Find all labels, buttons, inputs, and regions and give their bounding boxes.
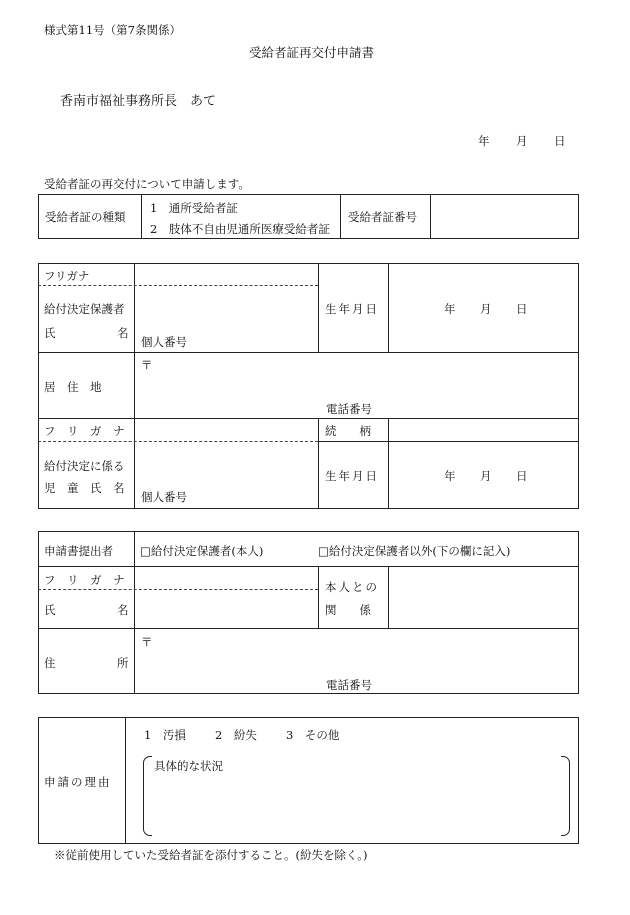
reason-option-lost[interactable]: 2 紛失 bbox=[215, 728, 257, 742]
addressee: 香南市福祉事務所長 あて bbox=[60, 94, 217, 109]
guardian-name-label-2a: 氏 bbox=[44, 326, 56, 340]
sub-divider-label bbox=[134, 531, 135, 694]
reason-label: 申請の理由 bbox=[44, 775, 112, 789]
sub-line-1 bbox=[38, 566, 579, 567]
submitter-phone-label: 電話番号 bbox=[326, 678, 372, 692]
child-dob-year: 年 bbox=[444, 469, 456, 483]
intro-text: 受給者証の再交付について申請します。 bbox=[44, 177, 250, 191]
submitter-address-label-a: 住 bbox=[44, 656, 56, 670]
guardian-address-label: 居 住 地 bbox=[44, 380, 102, 394]
date-year-label: 年 bbox=[478, 134, 490, 148]
submitter-name-label-b: 名 bbox=[117, 603, 129, 617]
sub-divider-rel-2 bbox=[388, 566, 389, 628]
cert-number-label: 受給者証番号 bbox=[348, 210, 417, 224]
guardian-dob-month: 月 bbox=[480, 302, 492, 316]
child-dob-month: 月 bbox=[480, 469, 492, 483]
cert-option-2: 2 肢体不自由児通所医療受給者証 bbox=[150, 222, 330, 236]
gc-line-3 bbox=[318, 441, 579, 442]
guardian-dob-label: 生年月日 bbox=[325, 302, 379, 316]
reason-detail-label: 具体的な状況 bbox=[154, 759, 223, 773]
guardian-name-label-2b: 名 bbox=[117, 326, 129, 340]
gc-divider-dob-2 bbox=[388, 263, 389, 352]
guardian-phone-label: 電話番号 bbox=[326, 402, 372, 416]
cert-divider-2 bbox=[340, 194, 341, 239]
submitter-relation-label-2: 関 係 bbox=[325, 603, 371, 617]
cert-type-label: 受給者証の種類 bbox=[45, 210, 126, 224]
child-name-label-1: 給付決定に係る bbox=[44, 459, 125, 473]
gc-divider-dob-1 bbox=[318, 263, 319, 352]
reason-bracket-right bbox=[561, 756, 570, 836]
gc-divider-dob-3 bbox=[318, 418, 319, 509]
gc-dashed-1 bbox=[38, 285, 318, 286]
sub-line-2 bbox=[38, 628, 579, 629]
date-month-label: 月 bbox=[516, 134, 528, 148]
child-furigana-label: フ リ ガ ナ bbox=[44, 424, 125, 438]
form-title: 受給者証再交付申請書 bbox=[249, 45, 375, 60]
submitter-furigana-label: フ リ ガ ナ bbox=[44, 573, 125, 587]
child-name-label-2: 児 童 氏 名 bbox=[44, 481, 125, 495]
cert-divider-1 bbox=[141, 194, 142, 239]
gc-line-2 bbox=[38, 418, 579, 419]
child-relation-label: 続 柄 bbox=[325, 424, 371, 438]
reason-divider bbox=[125, 717, 126, 844]
submitter-postal-mark: 〒 bbox=[141, 635, 153, 649]
date-day-label: 日 bbox=[554, 134, 566, 148]
guardian-personal-number-label: 個人番号 bbox=[141, 335, 187, 349]
guardian-furigana-label: フリガナ bbox=[44, 269, 90, 283]
guardian-dob-year: 年 bbox=[444, 302, 456, 316]
cert-option-1: 1 通所受給者証 bbox=[150, 201, 238, 215]
submitter-address-label-b: 所 bbox=[117, 656, 129, 670]
gc-line-1 bbox=[38, 352, 579, 353]
reason-bracket-left bbox=[143, 756, 152, 836]
form-number: 様式第11号（第7条関係） bbox=[44, 23, 181, 37]
gc-divider-dob-4 bbox=[388, 418, 389, 509]
guardian-name-label-1: 給付決定保護者 bbox=[44, 302, 125, 316]
submitter-name-label-a: 氏 bbox=[44, 603, 56, 617]
child-dob-label: 生年月日 bbox=[325, 469, 379, 483]
submitter-label: 申請書提出者 bbox=[44, 544, 113, 558]
submitter-option-other[interactable]: □給付決定保護者以外(下の欄に記入) bbox=[318, 544, 511, 558]
sub-divider-rel-1 bbox=[318, 566, 319, 628]
gc-divider-label bbox=[134, 263, 135, 509]
guardian-postal-mark: 〒 bbox=[141, 358, 153, 372]
sub-dashed-1 bbox=[38, 589, 318, 590]
gc-dashed-2 bbox=[38, 441, 318, 442]
submitter-relation-label-1: 本人との bbox=[325, 580, 379, 594]
footnote: ※従前使用していた受給者証を添付すること。(紛失を除く。) bbox=[54, 848, 368, 862]
child-dob-day: 日 bbox=[516, 469, 528, 483]
reason-option-soiled[interactable]: 1 汚損 bbox=[144, 728, 186, 742]
submitter-option-self[interactable]: □給付決定保護者(本人) bbox=[140, 544, 264, 558]
cert-divider-3 bbox=[430, 194, 431, 239]
child-personal-number-label: 個人番号 bbox=[141, 490, 187, 504]
reason-option-other[interactable]: 3 その他 bbox=[286, 728, 340, 742]
guardian-dob-day: 日 bbox=[516, 302, 528, 316]
